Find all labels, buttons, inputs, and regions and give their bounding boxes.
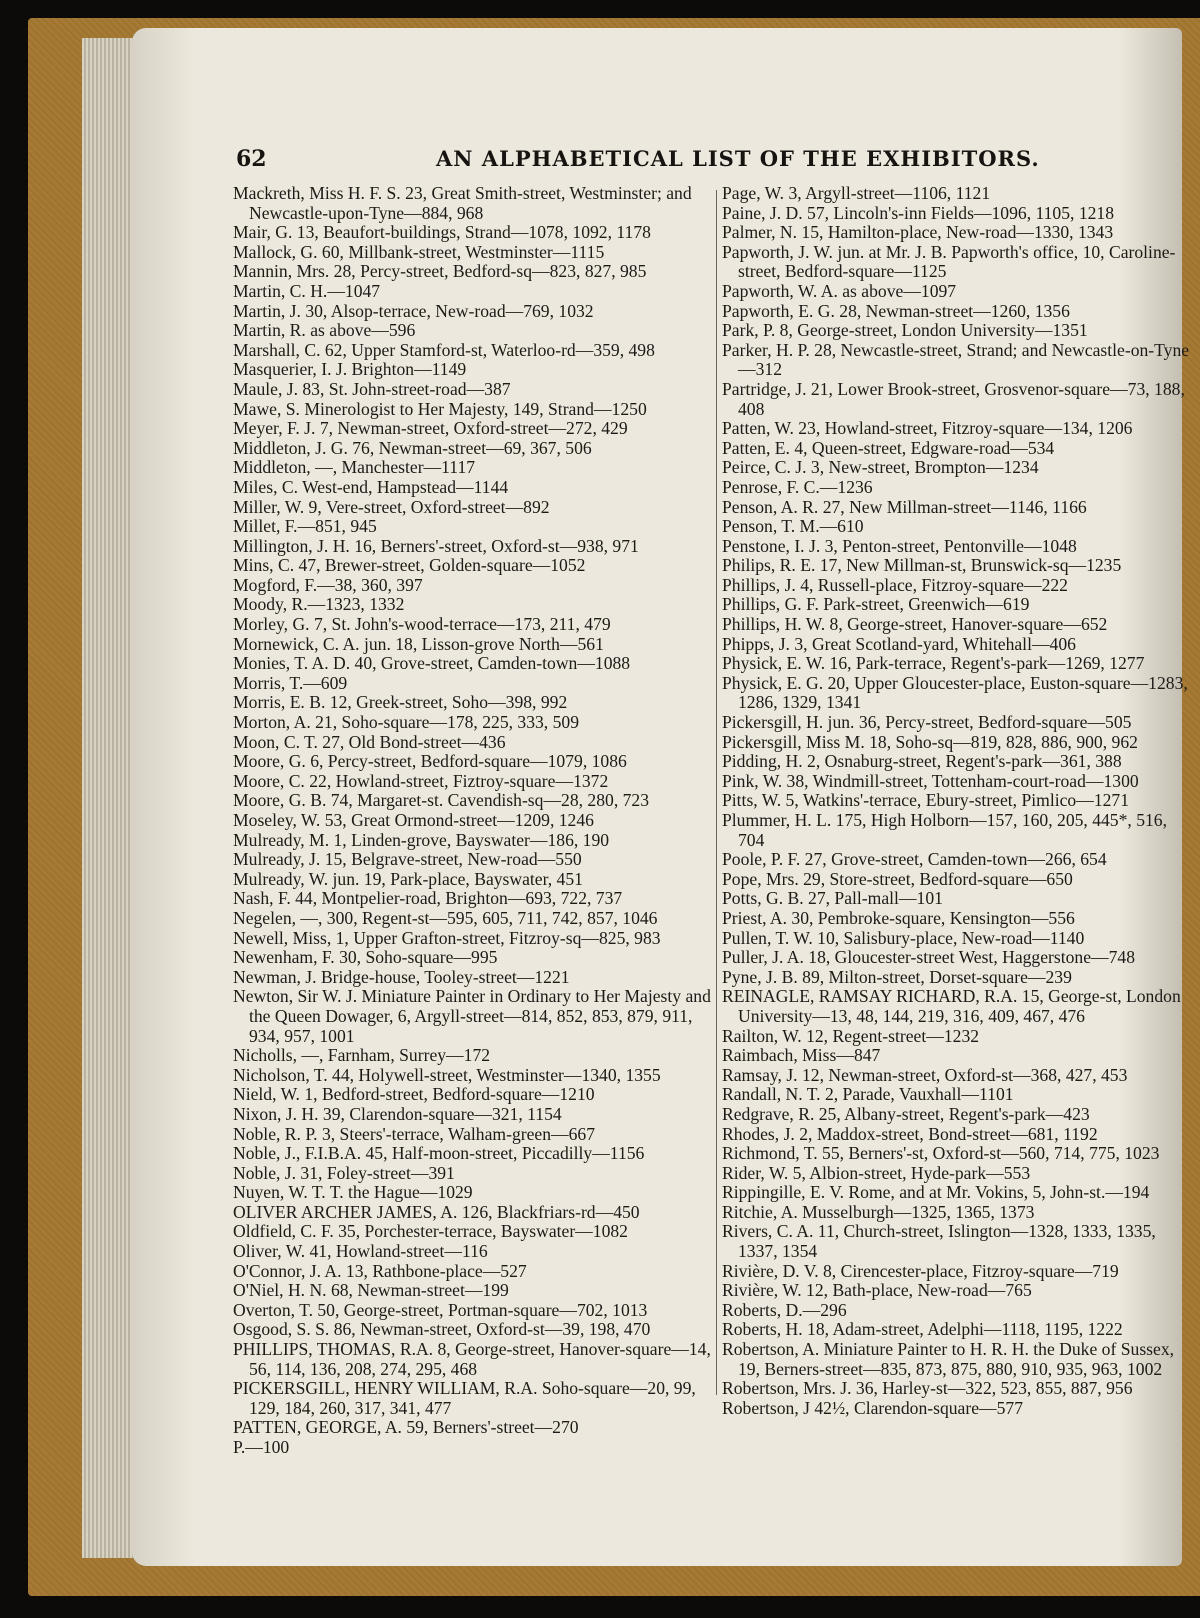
list-item: Rhodes, J. 2, Maddox-street, Bond-street—681, 1192: [722, 1123, 1098, 1144]
list-item: Potts, G. B. 27, Pall-mall—101: [722, 888, 943, 909]
list-item: Overton, T. 50, George-street, Portman-square—702, 1013: [233, 1299, 648, 1320]
list-item: Nield, W. 1, Bedford-street, Bedford-square—1210: [233, 1084, 595, 1105]
list-item: Oldfield, C. F. 35, Porchester-terrace, Bayswater—1082: [233, 1221, 628, 1242]
list-item: Martin, J. 30, Alsop-terrace, New-road—769, 1032: [233, 300, 594, 321]
right-column: [722, 184, 1192, 1418]
list-item: PHILLIPS, THOMAS, R.A. 8, George-street, Hanover-square—14, 56, 114, 136, 208, 274, 295, 468: [233, 1339, 711, 1379]
list-item: Moody, R.—1323, 1332: [233, 594, 405, 615]
list-item: Penson, A. R. 27, New Millman-street—1146, 1166: [722, 496, 1087, 517]
list-item: Plummer, H. L. 175, High Holborn—157, 160, 205, 445*, 516, 704: [722, 810, 1167, 850]
list-item: Moore, C. 22, Howland-street, Fiztroy-square—1372: [233, 770, 609, 791]
list-item: PATTEN, GEORGE, A. 59, Berners'-street—270: [233, 1417, 579, 1438]
list-item: Noble, R. P. 3, Steers'-terrace, Walham-green—667: [233, 1123, 595, 1144]
list-item: Oliver, W. 41, Howland-street—116: [233, 1241, 488, 1262]
list-item: Papworth, J. W. jun. at Mr. J. B. Papworth's office, 10, Caroline-street, Bedford-square—1125: [722, 241, 1176, 282]
list-item: Mannin, Mrs. 28, Percy-street, Bedford-sq—823, 827, 985: [233, 261, 647, 282]
list-item: Middleton, —, Manchester—1117: [233, 457, 476, 478]
list-item: Morris, T.—609: [233, 672, 348, 693]
list-item: Pitts, W. 5, Watkins'-terrace, Ebury-street, Pimlico—1271: [722, 790, 1130, 811]
list-item: Mallock, G. 60, Millbank-street, Westminster—1115: [233, 241, 605, 262]
page-number: 62: [236, 146, 267, 172]
list-item: Nicholson, T. 44, Holywell-street, Westminster—1340, 1355: [233, 1064, 661, 1085]
list-item: Martin, R. as above—596: [233, 320, 416, 341]
list-item: Maule, J. 83, St. John-street-road—387: [233, 378, 511, 399]
list-item: Morton, A. 21, Soho-square—178, 225, 333, 509: [233, 712, 579, 733]
list-item: Moore, G. B. 74, Margaret-st. Cavendish-sq—28, 280, 723: [233, 790, 650, 811]
list-item: Pullen, T. W. 10, Salisbury-place, New-road—1140: [722, 927, 1085, 948]
list-item: Miles, C. West-end, Hampstead—1144: [233, 476, 509, 497]
list-item: O'Niel, H. N. 68, Newman-street—199: [233, 1280, 509, 1301]
list-item: Poole, P. F. 27, Grove-street, Camden-town—266, 654: [722, 849, 1107, 870]
list-item: P.—100: [233, 1437, 290, 1457]
list-item: Roberts, D.—296: [722, 1299, 847, 1320]
left-column: [233, 184, 715, 1458]
list-item: Noble, J., F.I.B.A. 45, Half-moon-street, Piccadilly—1156: [233, 1143, 645, 1164]
list-item: Rider, W. 5, Albion-street, Hyde-park—553: [722, 1162, 1031, 1183]
list-item: PICKERSGILL, HENRY WILLIAM, R.A. Soho-square—20, 99, 129, 184, 260, 317, 341, 477: [233, 1378, 696, 1418]
list-item: REINAGLE, RAMSAY RICHARD, R.A. 15, George-st, London University—13, 48, 144, 219, 316, 409, 467, 476: [722, 986, 1181, 1026]
list-item: Railton, W. 12, Regent-street—1232: [722, 1025, 980, 1046]
list-item: Papworth, E. G. 28, Newman-street—1260, 1356: [722, 300, 1070, 321]
list-item: Papworth, W. A. as above—1097: [722, 280, 957, 301]
list-item: Park, P. 8, George-street, London University—1351: [722, 320, 1088, 341]
list-item: Puller, J. A. 18, Gloucester-street West, Haggerstone—748: [722, 947, 1136, 968]
list-item: Mornewick, C. A. jun. 18, Lisson-grove North—561: [233, 633, 604, 654]
list-item: Page, W. 3, Argyll-street—1106, 1121: [722, 183, 991, 203]
list-item: Mackreth, Miss H. F. S. 23, Great Smith-street, Westminster; and Newcastle-upon-Tyne—884, 968: [233, 183, 692, 223]
list-item: Newenham, F. 30, Soho-square—995: [233, 947, 498, 968]
list-item: Mulready, J. 15, Belgrave-street, New-road—550: [233, 849, 582, 870]
list-item: Robertson, Mrs. J. 36, Harley-st—322, 523, 855, 887, 956: [722, 1378, 1133, 1399]
list-item: Millet, F.—851, 945: [233, 516, 377, 537]
list-item: Redgrave, R. 25, Albany-street, Regent's-park—423: [722, 1103, 1090, 1124]
list-item: Partridge, J. 21, Lower Brook-street, Grosvenor-square—73, 188, 408: [722, 378, 1185, 419]
list-item: Raimbach, Miss—847: [722, 1045, 881, 1066]
list-item: Priest, A. 30, Pembroke-square, Kensington—556: [722, 907, 1075, 928]
list-item: Miller, W. 9, Vere-street, Oxford-street—892: [233, 496, 550, 517]
list-item: Mogford, F.—38, 360, 397: [233, 574, 423, 595]
list-item: Robertson, J 42½, Clarendon-square—577: [722, 1397, 1024, 1418]
list-item: Pope, Mrs. 29, Store-street, Bedford-square—650: [722, 868, 1073, 889]
list-item: Martin, C. H.—1047: [233, 280, 381, 301]
list-item: Nuyen, W. T. T. the Hague—1029: [233, 1182, 473, 1203]
list-item: Rivers, C. A. 11, Church-street, Islington—1328, 1333, 1335, 1337, 1354: [722, 1221, 1156, 1262]
page-header: [236, 146, 1176, 182]
list-item: Rivière, W. 12, Bath-place, New-road—765: [722, 1280, 1032, 1301]
list-item: Mair, G. 13, Beaufort-buildings, Strand—1078, 1092, 1178: [233, 222, 651, 243]
list-item: Philips, R. E. 17, New Millman-st, Brunswick-sq—1235: [722, 555, 1122, 576]
list-item: Phillips, J. 4, Russell-place, Fitzroy-square—222: [722, 574, 1068, 595]
column-divider: [716, 190, 717, 1395]
list-item: Meyer, F. J. 7, Newman-street, Oxford-street—272, 429: [233, 418, 628, 439]
list-item: Ritchie, A. Musselburgh—1325, 1365, 1373: [722, 1201, 1035, 1222]
list-item: Penson, T. M.—610: [722, 516, 864, 537]
list-item: Mulready, M. 1, Linden-grove, Bayswater—186, 190: [233, 829, 610, 850]
list-item: Patten, W. 23, Howland-street, Fitzroy-square—134, 1206: [722, 418, 1133, 439]
page-title: AN ALPHABETICAL LIST OF THE EXHIBITORS.: [436, 146, 1040, 171]
list-item: Newell, Miss, 1, Upper Grafton-street, Fitzroy-sq—825, 983: [233, 927, 661, 948]
list-item: Nixon, J. H. 39, Clarendon-square—321, 1154: [233, 1103, 562, 1124]
list-item: Marshall, C. 62, Upper Stamford-st, Waterloo-rd—359, 498: [233, 339, 655, 360]
list-item: Penrose, F. C.—1236: [722, 476, 873, 497]
list-item: Paine, J. D. 57, Lincoln's-inn Fields—1096, 1105, 1218: [722, 202, 1115, 223]
list-item: Mulready, W. jun. 19, Park-place, Bayswater, 451: [233, 868, 583, 889]
list-item: Morris, E. B. 12, Greek-street, Soho—398, 992: [233, 692, 568, 713]
list-item: Pidding, H. 2, Osnaburg-street, Regent's-park—361, 388: [722, 751, 1122, 772]
list-item: Middleton, J. G. 76, Newman-street—69, 367, 506: [233, 437, 592, 458]
list-item: Newman, J. Bridge-house, Tooley-street—1221: [233, 966, 570, 987]
list-item: Rivière, D. V. 8, Cirencester-place, Fitzroy-square—719: [722, 1260, 1119, 1281]
list-item: Nash, F. 44, Montpelier-road, Brighton—693, 722, 737: [233, 888, 623, 909]
list-item: Pyne, J. B. 89, Milton-street, Dorset-square—239: [722, 966, 1072, 987]
list-item: Phillips, G. F. Park-street, Greenwich—619: [722, 594, 1030, 615]
list-item: Randall, N. T. 2, Parade, Vauxhall—1101: [722, 1084, 1014, 1105]
list-item: Peirce, C. J. 3, New-street, Brompton—1234: [722, 457, 1039, 478]
list-item: Palmer, N. 15, Hamilton-place, New-road—1330, 1343: [722, 222, 1114, 243]
list-item: Masquerier, I. J. Brighton—1149: [233, 359, 467, 380]
list-item: Robertson, A. Miniature Painter to H. R. H. the Duke of Sussex, 19, Berners-street—835, 873, 875, 880, 910, 935, 963, 1002: [722, 1339, 1175, 1379]
list-item: OLIVER ARCHER JAMES, A. 126, Blackfriars-rd—450: [233, 1201, 640, 1222]
list-item: Monies, T. A. D. 40, Grove-street, Camden-town—1088: [233, 653, 631, 674]
list-item: Nicholls, —, Farnham, Surrey—172: [233, 1045, 491, 1066]
list-item: Negelen, —, 300, Regent-st—595, 605, 711, 742, 857, 1046: [233, 907, 658, 928]
list-item: Ramsay, J. 12, Newman-street, Oxford-st—368, 427, 453: [722, 1064, 1128, 1085]
list-item: Phipps, J. 3, Great Scotland-yard, Whitehall—406: [722, 633, 1076, 654]
list-item: Newton, Sir W. J. Miniature Painter in Ordinary to Her Majesty and the Queen Dowager, 6, Argyll-street—814, 852, 853, 879, 911, 934, 957, 1001: [233, 986, 711, 1046]
list-item: Roberts, H. 18, Adam-street, Adelphi—1118, 1195, 1222: [722, 1319, 1123, 1340]
list-item: Phillips, H. W. 8, George-street, Hanover-square—652: [722, 614, 1108, 635]
list-item: Richmond, T. 55, Berners'-st, Oxford-st—560, 714, 775, 1023: [722, 1143, 1160, 1164]
list-item: Rippingille, E. V. Rome, and at Mr. Vokins, 5, John-st.—194: [722, 1182, 1150, 1203]
list-item: Pickersgill, Miss M. 18, Soho-sq—819, 828, 886, 900, 962: [722, 731, 1138, 752]
list-item: Mawe, S. Minerologist to Her Majesty, 149, Strand—1250: [233, 398, 647, 419]
list-item: O'Connor, J. A. 13, Rathbone-place—527: [233, 1260, 527, 1281]
list-item: Millington, J. H. 16, Berners'-street, Oxford-st—938, 971: [233, 535, 639, 556]
list-item: Pickersgill, H. jun. 36, Percy-street, Bedford-square—505: [722, 712, 1132, 733]
list-item: Noble, J. 31, Foley-street—391: [233, 1162, 455, 1183]
list-item: Moon, C. T. 27, Old Bond-street—436: [233, 731, 506, 752]
list-item: Patten, E. 4, Queen-street, Edgware-road—534: [722, 437, 1055, 458]
list-item: Parker, H. P. 28, Newcastle-street, Strand; and Newcastle-on-Tyne—312: [722, 339, 1190, 380]
list-item: Moore, G. 6, Percy-street, Bedford-square—1079, 1086: [233, 751, 627, 772]
list-item: Mins, C. 47, Brewer-street, Golden-square—1052: [233, 555, 586, 576]
list-item: Moseley, W. 53, Great Ormond-street—1209, 1246: [233, 810, 594, 830]
list-item: Morley, G. 7, St. John's-wood-terrace—173, 211, 479: [233, 614, 611, 635]
list-item: Penstone, I. J. 3, Penton-street, Pentonville—1048: [722, 535, 1077, 556]
list-item: Osgood, S. S. 86, Newman-street, Oxford-st—39, 198, 470: [233, 1319, 651, 1340]
list-item: Pink, W. 38, Windmill-street, Tottenham-court-road—1300: [722, 770, 1139, 791]
list-item: Physick, E. W. 16, Park-terrace, Regent's-park—1269, 1277: [722, 653, 1145, 674]
list-item: Physick, E. G. 20, Upper Gloucester-place, Euston-square—1283, 1286, 1329, 1341: [722, 672, 1188, 713]
